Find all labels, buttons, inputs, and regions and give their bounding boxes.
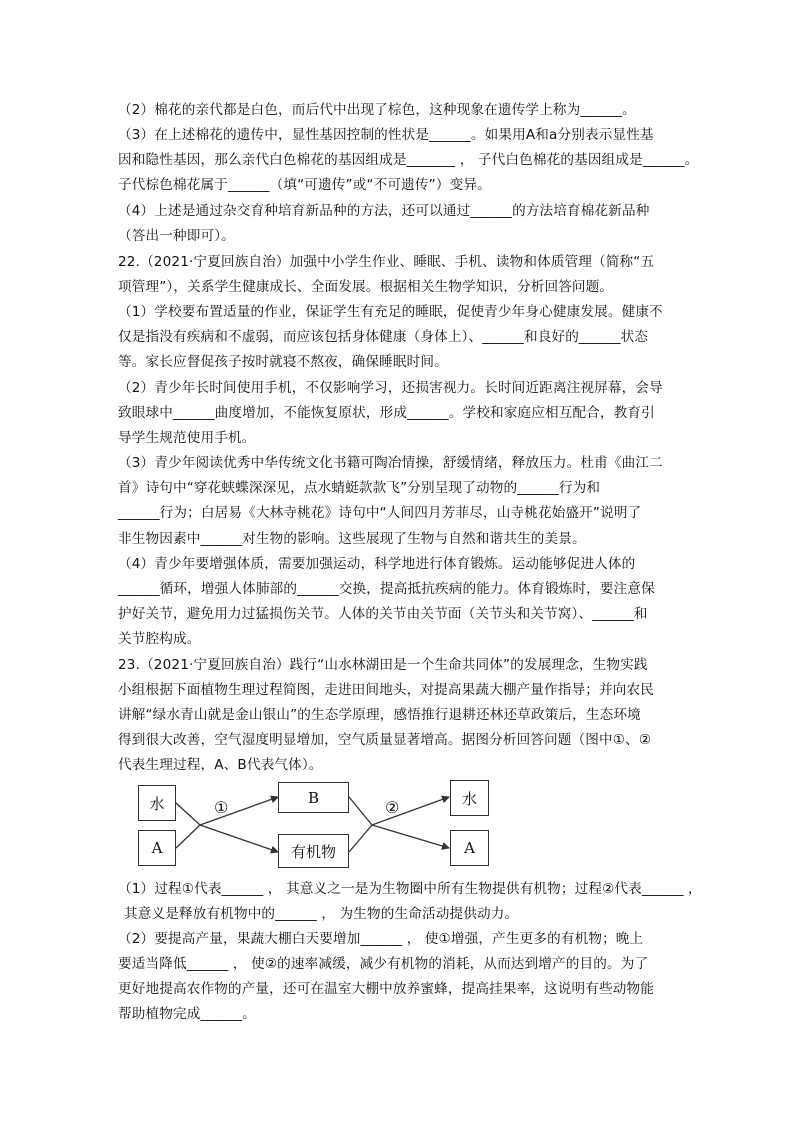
process-2-label: ②: [385, 798, 400, 817]
q23-part2-line2: 要适当降低______ ， 使②的速率减缓，减少有机物的消耗，从而达到增产的目的。为了: [118, 956, 649, 972]
q23-stem-line3: 讲解“绿水青山就是金山银山”的生态学原理，感悟推行退耕还林还草政策后，生态环境: [118, 707, 641, 723]
q21-part3-line3: 子代棕色棉花属于______（填“可遗传”或“不可遗传”）变异。: [118, 177, 491, 193]
q22-part4-line4: 关节腔构成。: [118, 631, 201, 647]
arrow-to-b: [200, 797, 278, 825]
connector-a-in: [176, 825, 200, 848]
plant-physiology-diagram: [138, 780, 500, 870]
q22-part3-line2: 首》诗句中“穿花蛱蝶深深见，点水蜻蜓款款飞”分别呈现了动物的______行为和: [118, 480, 601, 496]
connector-b-out: [349, 797, 372, 825]
q21-part4-line1: （4）上述是通过杂交育种培育新品种的方法，还可以通过______的方法培育棉花新品种: [118, 203, 650, 219]
organic-matter-box: 有机物: [278, 834, 349, 868]
q22-part4-line3: 护好关节，避免用力过猛损伤关节。人体的关节由关节面（关节头和关节窝）、______和: [118, 606, 648, 622]
q22-part2-line3: 导学生规范使用手机。: [118, 430, 256, 446]
arrow-to-organic: [200, 825, 278, 852]
arrow-to-a: [372, 825, 449, 848]
q22-part1-line2: 仅是指没有疾病和不虚弱，而应该包括身体健康（身体上）、______和良好的______状态: [118, 329, 649, 345]
q23-part2-line1: （2）要提高产量，果蔬大棚白天要增加______ ， 使①增强，产生更多的有机物；晚上: [118, 931, 644, 947]
q22-part4-line1: （4）青少年要增强体质，需要加强运动，科学地进行体育锻炼。运动能够促进人体的: [118, 556, 636, 572]
q23-part1-line2: 其意义是释放有机物中的______ ， 为生物的生命活动提供动力。: [124, 906, 519, 922]
q23-stem-line1: 23.（2021·宁夏回族自治）践行“山水林湖田是一个生命共同体”的发展理念，生物实践: [118, 657, 648, 673]
q22-part1-line1: （1）学校要布置适量的作业，保证学生有充足的睡眠，促使青少年身心健康发展。健康不: [118, 304, 663, 320]
b-gas-box: B: [278, 782, 349, 813]
q23-stem-line2: 小组根据下面植物生理过程简图，走进田间地头，对提高果蔬大棚产量作指导；并向农民: [118, 682, 655, 698]
process-1-label: ①: [214, 798, 229, 817]
q22-stem-line1: 22.（2021·宁夏回族自治）加强中小学生作业、睡眠、手机、读物和体质管理（简称“五: [118, 254, 655, 270]
left-a-box: A: [138, 830, 176, 866]
q22-stem-line2: 项管理”），关系学生健康成长、全面发展。根据相关生物学知识，分析回答问题。: [118, 279, 614, 295]
q21-part3-line2: 因和隐性基因，那么亲代白色棉花的基因组成是_______ ， 子代白色棉花的基因组成是______。: [118, 152, 699, 168]
q21-part4-line2: （答出一种即可）。: [118, 228, 235, 244]
connector-organic-out: [349, 825, 372, 852]
q22-part2-line2: 致眼球中______曲度增加，不能恢复原状，形成______。学校和家庭应相互配合，教育引: [118, 405, 655, 421]
q22-part2-line1: （2）青少年长时间使用手机，不仅影响学习，还损害视力。长时间近距离注视屏幕，会导: [118, 380, 663, 396]
right-a-box: A: [450, 830, 489, 866]
q23-stem-line5: 代表生理过程，A、B代表气体）。: [118, 757, 323, 773]
q23-part2-line4: 帮助植物完成______。: [118, 1006, 256, 1022]
q22-part3-line3: ______行为；白居易《大林寺桃花》诗句中“人间四月芳菲尽，山寺桃花始盛开”说明了: [118, 505, 642, 521]
q21-part3-line1: （3）在上述棉花的遗传中，显性基因控制的性状是______。如果用A和a分别表示显性基: [118, 127, 654, 143]
q22-part1-line3: 等。家长应督促孩子按时就寝不熬夜，确保睡眠时间。: [118, 354, 448, 370]
left-water-box: 水: [138, 785, 176, 821]
connector-water-in: [176, 803, 200, 825]
q21-part2-line: （2）棉花的亲代都是白色，而后代中出现了棕色，这种现象在遗传学上称为______。: [118, 102, 636, 118]
q22-part4-line2: ______循环，增强人体肺部的______交换，提高抵抗疾病的能力。体育锻炼时，要注意保: [118, 581, 655, 597]
q22-part3-line4: 非生物因素中______对生物的影响。这些展现了生物与自然和谐共生的美景。: [118, 531, 586, 547]
q23-part1-line1: （1）过程①代表______ ， 其意义之一是为生物圈中所有生物提供有机物；过程②代表______ ，: [118, 881, 702, 897]
right-water-box: 水: [450, 780, 489, 816]
q23-part2-line3: 更好地提高农作物的产量，还可在温室大棚中放养蜜蜂，提高挂果率，这说明有些动物能: [118, 981, 655, 997]
arrow-to-water: [372, 797, 449, 825]
q23-stem-line4: 得到很大改善，空气湿度明显增加，空气质量显著增高。据图分析回答问题（图中①、②: [118, 732, 652, 748]
q22-part3-line1: （3）青少年阅读优秀中华传统文化书籍可陶冶情操，舒缓情绪，释放压力。杜甫《曲江二: [118, 455, 663, 471]
